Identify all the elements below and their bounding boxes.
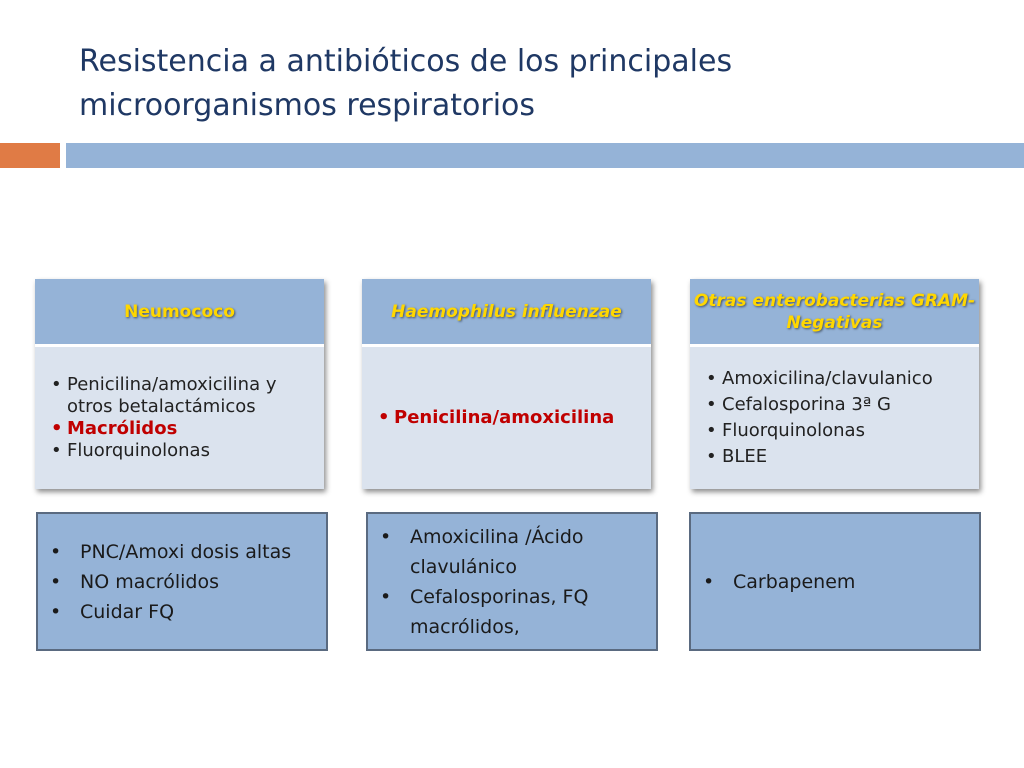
accent-bar-blue: [66, 143, 1024, 168]
list-item: • Penicilina/amoxicilina y otros betalactámicos: [49, 374, 316, 418]
list-item: • Fluorquinolonas: [49, 440, 316, 462]
card-list: [35, 374, 324, 462]
box-haemophilus-notes: [366, 512, 658, 651]
list-item: • Cefalosporinas, FQ macrólidos,: [374, 582, 636, 642]
box-list: [691, 567, 855, 597]
list-item: • Amoxicilina/clavulanico: [704, 366, 933, 392]
list-item: • Fluorquinolonas: [704, 418, 933, 444]
card-header: Neumococo: [35, 279, 324, 347]
card-body: [690, 347, 979, 489]
list-item: • Amoxicilina /Ácido clavulánico: [374, 522, 636, 582]
card-enterobacterias: [690, 279, 979, 489]
box-enterobacterias-notes: [689, 512, 981, 651]
list-item-highlight: • Penicilina/amoxicilina: [376, 405, 614, 431]
accent-bar-orange: [0, 143, 60, 168]
card-list: [690, 366, 941, 470]
box-neumococo-notes: [36, 512, 328, 651]
box-list: [38, 537, 291, 627]
list-item: • BLEE: [704, 444, 933, 470]
list-item: • NO macrólidos: [44, 567, 291, 597]
list-item: • Carbapenem: [697, 567, 855, 597]
card-header: Otras enterobacterias GRAM-Negativas: [690, 279, 979, 347]
card-body: [362, 347, 651, 489]
slide-title: Resistencia a antibióticos de los principales microorganismos respiratorios: [79, 44, 733, 123]
list-item: • Cefalosporina 3ª G: [704, 392, 933, 418]
list-item: • PNC/Amoxi dosis altas: [44, 537, 291, 567]
card-haemophilus: [362, 279, 651, 489]
card-header: Haemophilus influenzae: [362, 279, 651, 347]
card-body: [35, 347, 324, 489]
list-item: • Cuidar FQ: [44, 597, 291, 627]
card-neumococo: [35, 279, 324, 489]
card-list: [362, 405, 622, 431]
box-list: [368, 522, 656, 642]
list-item-highlight: • Macrólidos: [49, 418, 316, 440]
